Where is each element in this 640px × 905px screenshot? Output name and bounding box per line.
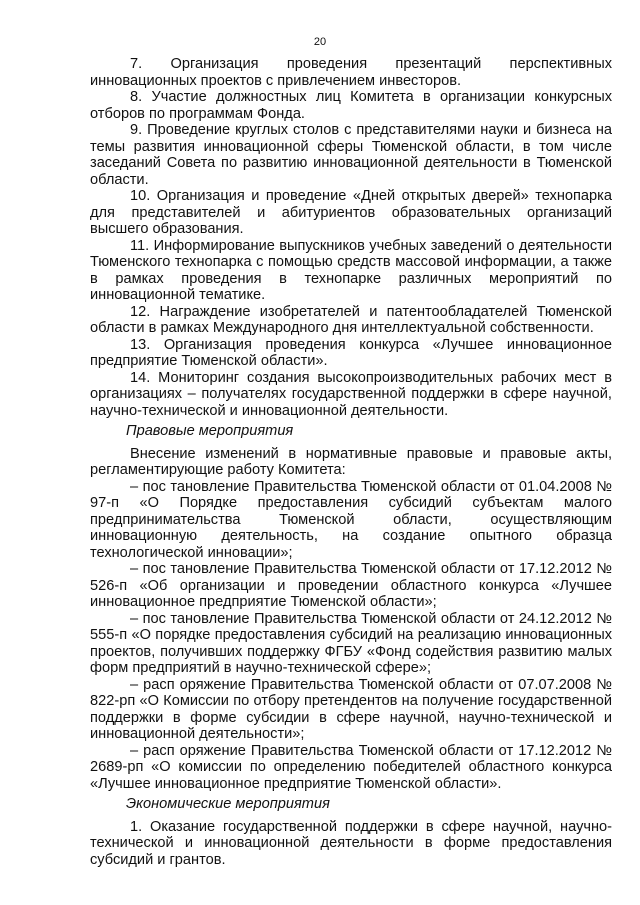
list-item-8: 8. Участие должностных лиц Комитета в организации конкурсных отборов по программам Фонда.	[90, 89, 612, 122]
list-item-7: 7. Организация проведения презентаций перспективных инновационных проектов с привлечением инвесторов.	[90, 56, 612, 89]
list-item-11: 11. Информирование выпускников учебных заведений о деятельности Тюменского технопарка с помощью средств массовой информации, а также в рамках проведения в технопарке различных мероприятий по инновационной тематике.	[90, 237, 612, 303]
legal-item-1: – пос тановление Правительства Тюменской области от 01.04.2008 № 97-п «О Порядке предоставления субсидий субъектам малого предпринимательства Тюменской области, осуществляющим инновационную деятельность, на создание опытного образца технологической инновации»;	[90, 478, 612, 561]
economic-item-1: 1. Оказание государственной поддержки в сфере научной, научно-технической и инновационной деятельности в форме предоставления субсидий и грантов.	[90, 818, 612, 868]
list-item-13: 13. Организация проведения конкурса «Лучшее инновационное предприятие Тюменской области».	[90, 336, 612, 369]
list-item-10: 10. Организация и проведение «Дней открытых дверей» технопарка для представителей и абитуриентов образовательных организаций высшего образования.	[90, 188, 612, 237]
list-item-14: 14. Мониторинг создания высокопроизводительных рабочих мест в организациях – получателях государственной поддержки в сфере научной, научно-технической и инновационной деятельности.	[90, 369, 612, 419]
list-item-12: 12. Награждение изобретателей и патентообладателей Тюменской области в рамках Международного дня интеллектуальной собственности.	[90, 303, 612, 336]
legal-item-4: – расп оряжение Правительства Тюменской области от 07.07.2008 № 822-рп «О Комиссии по отбору претендентов на получение государственной поддержки в форме субсидии в сфере научной, научно-технической и инновационной деятельности»;	[90, 676, 612, 742]
legal-item-2: – пос тановление Правительства Тюменской области от 17.12.2012 № 526-п «Об организации и проведении областного конкурса «Лучшее инновационное предприятие Тюменской области»;	[90, 561, 612, 610]
page-number: 20	[313, 36, 327, 48]
legal-section-heading: Правовые мероприятия	[126, 423, 294, 439]
legal-item-5: – расп оряжение Правительства Тюменской области от 17.12.2012 № 2689-рп «О комиссии по определению победителей областного конкурса «Лучшее инновационное предприятие Тюменской области».	[90, 742, 612, 792]
legal-item-3: – пос тановление Правительства Тюменской области от 24.12.2012 № 555-п «О порядке предоставления субсидий на реализацию инновационных проектов, получивших поддержку ФГБУ «Фонд содействия развитию малых форм предприятий в научно-технической сфере»;	[90, 610, 612, 676]
economic-section-heading: Экономические мероприятия	[126, 796, 330, 812]
document-body	[90, 56, 612, 868]
list-item-9: 9. Проведение круглых столов с представителями науки и бизнеса на темы развития инновационной сферы Тюменской области, в том числе заседаний Совета по развитию инновационной деятельности в Тюменской области.	[90, 122, 612, 188]
legal-intro: Внесение изменений в нормативные правовые и правовые акты, регламентирующие работу Комитета:	[90, 445, 612, 478]
